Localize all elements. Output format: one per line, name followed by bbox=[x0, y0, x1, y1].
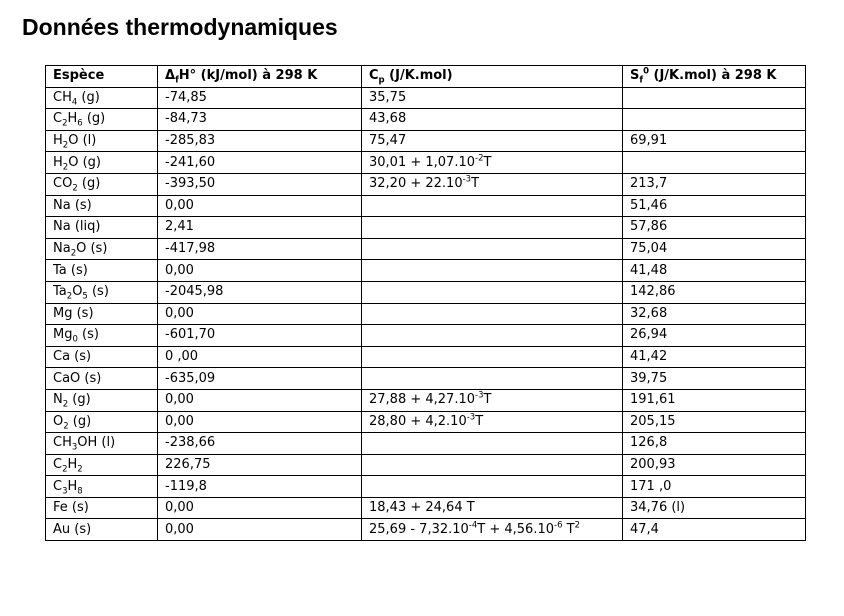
table-body bbox=[46, 87, 806, 540]
table-row bbox=[46, 476, 806, 498]
table-row bbox=[46, 411, 806, 433]
cell-cp bbox=[362, 303, 623, 325]
cell-species: $CH_4$ (g) bbox=[46, 87, 158, 109]
cell-species: Ta (s) bbox=[46, 260, 158, 282]
cell-dfh: -601,70 bbox=[158, 325, 362, 347]
table-row bbox=[46, 346, 806, 368]
cell-species: $H_2O$ (g) bbox=[46, 152, 158, 174]
table-row bbox=[46, 325, 806, 347]
cell-s0: 26,94 bbox=[623, 325, 806, 347]
cell-s0: 69,91 bbox=[623, 130, 806, 152]
cell-dfh: 0,00 bbox=[158, 303, 362, 325]
cell-dfh: -2045,98 bbox=[158, 281, 362, 303]
table-row bbox=[46, 281, 806, 303]
table-row bbox=[46, 152, 806, 174]
cell-species: CaO (s) bbox=[46, 368, 158, 390]
table-row bbox=[46, 87, 806, 109]
cell-species: $Ta_2O_5$ (s) bbox=[46, 281, 158, 303]
cell-cp bbox=[362, 260, 623, 282]
cell-s0: 51,46 bbox=[623, 195, 806, 217]
cell-species: Au (s) bbox=[46, 519, 158, 541]
cell-s0: 171 ,0 bbox=[623, 476, 806, 498]
cell-cp: $28,80 + 4,2.10^{-3}T$ bbox=[362, 411, 623, 433]
cell-species: Fe (s) bbox=[46, 497, 158, 519]
table-row bbox=[46, 497, 806, 519]
cell-cp: 75,47 bbox=[362, 130, 623, 152]
page-title: Données thermodynamiques bbox=[22, 14, 338, 40]
cell-species: Mg (s) bbox=[46, 303, 158, 325]
cell-s0: 142,86 bbox=[623, 281, 806, 303]
cell-cp bbox=[362, 325, 623, 347]
table-row bbox=[46, 130, 806, 152]
cell-species: $CH_3OH$ (l) bbox=[46, 433, 158, 455]
table-row bbox=[46, 519, 806, 541]
cell-dfh: -285,83 bbox=[158, 130, 362, 152]
cell-s0: 32,68 bbox=[623, 303, 806, 325]
cell-s0: 126,8 bbox=[623, 433, 806, 455]
cell-dfh: 0 ,00 bbox=[158, 346, 362, 368]
cell-s0 bbox=[623, 152, 806, 174]
cell-s0: 205,15 bbox=[623, 411, 806, 433]
cell-species: $H_2O$ (l) bbox=[46, 130, 158, 152]
table-row bbox=[46, 303, 806, 325]
cell-species: $Na_2O$ (s) bbox=[46, 238, 158, 260]
cell-dfh: -241,60 bbox=[158, 152, 362, 174]
cell-dfh: -393,50 bbox=[158, 173, 362, 195]
cell-cp bbox=[362, 476, 623, 498]
cell-cp: 18,43 + 24,64 T bbox=[362, 497, 623, 519]
cell-cp bbox=[362, 281, 623, 303]
cell-species: $C_2H_6$ (g) bbox=[46, 109, 158, 131]
cell-dfh: -84,73 bbox=[158, 109, 362, 131]
cell-species: $C_3H_8$ bbox=[46, 476, 158, 498]
header-species: Espèce bbox=[46, 66, 158, 88]
cell-cp bbox=[362, 454, 623, 476]
table-row bbox=[46, 454, 806, 476]
cell-s0: 191,61 bbox=[623, 389, 806, 411]
cell-dfh: -238,66 bbox=[158, 433, 362, 455]
cell-species: $N_2$ (g) bbox=[46, 389, 158, 411]
cell-dfh: 2,41 bbox=[158, 217, 362, 239]
cell-species: $Mg_0$ (s) bbox=[46, 325, 158, 347]
cell-species: $C_2H_2$ bbox=[46, 454, 158, 476]
cell-cp: $25,69 - 7,32.10^{-4}T + 4,56.10^{-6}$ $T^2$ bbox=[362, 519, 623, 541]
cell-species: Na (liq) bbox=[46, 217, 158, 239]
table-row bbox=[46, 173, 806, 195]
cell-s0: 41,42 bbox=[623, 346, 806, 368]
table-header-row bbox=[46, 66, 806, 88]
cell-s0: 75,04 bbox=[623, 238, 806, 260]
cell-species: $CO_2$ (g) bbox=[46, 173, 158, 195]
cell-cp: 43,68 bbox=[362, 109, 623, 131]
cell-dfh: 0,00 bbox=[158, 411, 362, 433]
cell-cp: $27,88 + 4,27.10^{-3}T$ bbox=[362, 389, 623, 411]
table-row bbox=[46, 217, 806, 239]
header-dfh: $\Delta_fH^\circ$ (kJ/mol) à 298 K bbox=[158, 66, 362, 88]
table-row bbox=[46, 389, 806, 411]
table-row bbox=[46, 260, 806, 282]
cell-species: Ca (s) bbox=[46, 346, 158, 368]
cell-dfh: -635,09 bbox=[158, 368, 362, 390]
cell-cp bbox=[362, 238, 623, 260]
cell-cp: $30,01 + 1,07.10^{-2}T$ bbox=[362, 152, 623, 174]
cell-dfh: 0,00 bbox=[158, 389, 362, 411]
table-row bbox=[46, 238, 806, 260]
cell-dfh: 0,00 bbox=[158, 519, 362, 541]
cell-species: Na (s) bbox=[46, 195, 158, 217]
table-row bbox=[46, 109, 806, 131]
cell-s0: 41,48 bbox=[623, 260, 806, 282]
cell-dfh: 0,00 bbox=[158, 195, 362, 217]
cell-cp: $32,20 + 22.10^{-3}T$ bbox=[362, 173, 623, 195]
cell-cp bbox=[362, 346, 623, 368]
cell-dfh: -417,98 bbox=[158, 238, 362, 260]
header-cp: $C_p$ (J/K.mol) bbox=[362, 66, 623, 88]
thermo-data-table bbox=[45, 65, 806, 541]
cell-s0 bbox=[623, 109, 806, 131]
cell-cp: 35,75 bbox=[362, 87, 623, 109]
table-row bbox=[46, 368, 806, 390]
cell-s0: 57,86 bbox=[623, 217, 806, 239]
cell-dfh: -119,8 bbox=[158, 476, 362, 498]
cell-s0: 200,93 bbox=[623, 454, 806, 476]
header-s0: $S_f^0$ (J/K.mol) à 298 K bbox=[623, 66, 806, 88]
cell-s0: 39,75 bbox=[623, 368, 806, 390]
cell-cp bbox=[362, 217, 623, 239]
cell-cp bbox=[362, 433, 623, 455]
cell-dfh: 0,00 bbox=[158, 497, 362, 519]
cell-s0: 34,76 (l) bbox=[623, 497, 806, 519]
cell-dfh: 226,75 bbox=[158, 454, 362, 476]
table-row bbox=[46, 195, 806, 217]
cell-cp bbox=[362, 368, 623, 390]
cell-cp bbox=[362, 195, 623, 217]
cell-dfh: -74,85 bbox=[158, 87, 362, 109]
cell-s0 bbox=[623, 87, 806, 109]
cell-species: $O_2$ (g) bbox=[46, 411, 158, 433]
cell-s0: 213,7 bbox=[623, 173, 806, 195]
cell-s0: 47,4 bbox=[623, 519, 806, 541]
table-row bbox=[46, 433, 806, 455]
cell-dfh: 0,00 bbox=[158, 260, 362, 282]
